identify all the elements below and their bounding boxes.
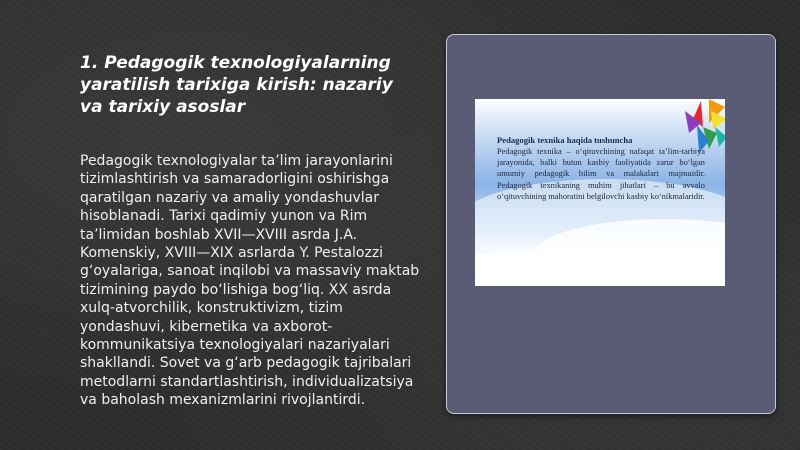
image-panel xyxy=(446,34,776,414)
slide-body-text: Pedagogik texnologiyalar ta’lim jarayonlarini tizimlashtirish va samaradorligini oshirishga qaratilgan nazariy va amaliy yondashuvlar hisoblanadi. Tarixi qadimiy yunon va Rim ta’limidan boshlab XVII—XVIII asrda J.A. Komenskiy, XVIII—XIX asrlarda Y. Pestalozzi g‘oyalariga, sanoat inqilobi va massaviy maktab tizimining paydo bo‘lishiga bog‘liq. XX asrda xulq-atvorchilik, konstruktivizm, tizim yondashuvi, kibernetika va axborot-kommunikatsiya texnologiyalari nazariyalari shakllandi. Sovet va g‘arb pedagogik tajribalari metodlarni standartlashtirish, individualizatsiya va baholash mexanizmlarini rivojlantirdi. xyxy=(80,153,420,409)
image-paragraph: Pedagogik texnika – o‘qituvchining nafaqat ta’lim-tarbiya jarayonida, balki butun kasbiy faoliyatida zarur bo‘lgan umumiy pedagogik bilim va malakalari majmuidir. Pedagogik texnikaning muhim jihatlari – bu avvalo o‘qituvchining mahoratini belgilovchi kasbiy ko‘nikmalaridir. xyxy=(497,147,705,201)
image-heading: Pedagogik texnika haqida tushuncha xyxy=(497,135,633,145)
slide-image xyxy=(475,99,725,286)
slide-title: 1. Pedagogik texnologiyalarning yaratilish tarixiga kirish: nazariy va tarixiy asoslar xyxy=(80,53,393,117)
